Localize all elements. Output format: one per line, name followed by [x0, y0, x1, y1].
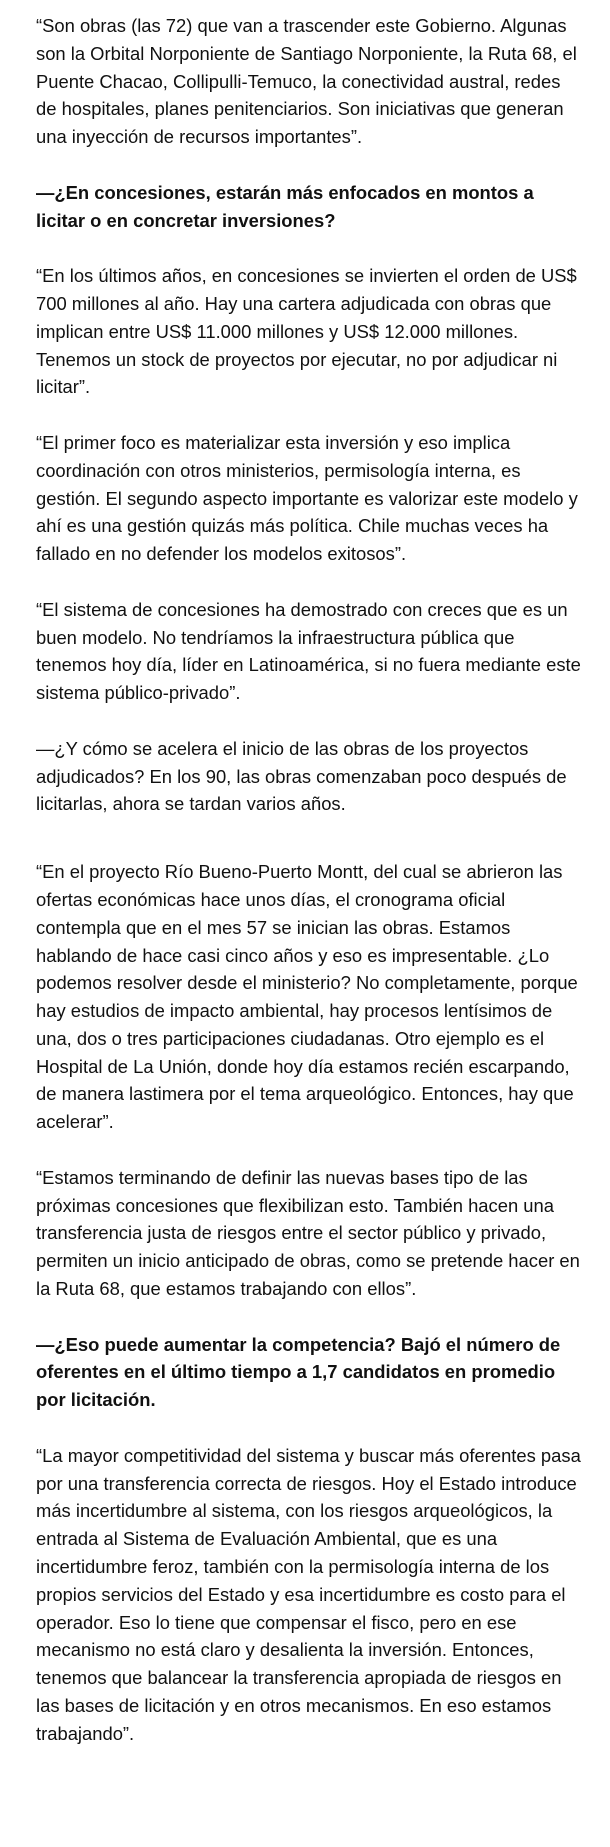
answer-paragraph: “En los últimos años, en concesiones se invierten el orden de US$ 700 millones al año. Hay una cartera adjudicada con obras que implican entre US$ 11.000 millones y US$ 12.000 millones. Tenemos un stock de proyectos por ejecutar, no por adjudicar ni licitar”. [36, 265, 577, 398]
answer-paragraph: “La mayor competitividad del sistema y buscar más oferentes pasa por una transferencia correcta de riesgos. Hoy el Estado introduce más incertidumbre al sistema, con los riesgos arqueológicos, la entrada al Sistema de Evaluación Ambiental, que es una incertidumbre feroz, también con la permisología interna de los propios servicios del Estado y esa incertidumbre es costo para el operador. Eso lo tiene que compensar el fisco, pero en ese mecanismo no está claro y desalienta la inversión. Entonces, tenemos que balancear la transferencia apropiada de riesgos en las bases de licitación y en otros mecanismos. En eso estamos trabajando”. [36, 1444, 581, 1744]
answer-paragraph: “El sistema de concesiones ha demostrado con creces que es un buen modelo. No tendríamos la infraestructura pública que tenemos hoy día, líder en Latinoamérica, si no fuera mediante este sistema público-privado”. [36, 598, 581, 704]
interview-question: —¿Y cómo se acelera el inicio de las obras de los proyectos adjudicados? En los 90, las obras comenzaban poco después de licitarlas, ahora se tardan varios años. [36, 737, 567, 815]
interview-question: —¿En concesiones, estarán más enfocados en montos a licitar o en concretar inversiones? [36, 181, 534, 231]
answer-paragraph: “Son obras (las 72) que van a trascender este Gobierno. Algunas son la Orbital Norponiente de Santiago Norponiente, la Ruta 68, el Puente Chacao, Collipulli-Temuco, la conectividad austral, redes de hospitales, planes penitenciarios. Son iniciativas que generan una inyección de recursos importantes”. [36, 15, 577, 148]
interview-question: —¿Eso puede aumentar la competencia? Bajó el número de oferentes en el último tiempo a 1,7 candidatos en promedio por licitación. [36, 1333, 561, 1411]
answer-paragraph: “Estamos terminando de definir las nuevas bases tipo de las próximas concesiones que flexibilizan esto. También hacen una transferencia justa de riesgos entre el sector público y privado, permiten un inicio anticipado de obras, como se pretende hacer en la Ruta 68, que estamos trabajando con ellos”. [36, 1166, 580, 1300]
answer-paragraph: “El primer foco es materializar esta inversión y eso implica coordinación con otros ministerios, permisología interna, es gestión. El segundo aspecto importante es valorizar este modelo y ahí es una gestión quizás más política. Chile muchas veces ha fallado en no defender los modelos exitosos”. [36, 431, 578, 565]
answer-paragraph: “En el proyecto Río Bueno-Puerto Montt, del cual se abrieron las ofertas económicas hace unos días, el cronograma oficial contempla que en el mes 57 se inician las obras. Estamos hablando de hace casi cinco años y eso es impresentable. ¿Lo podemos resolver desde el ministerio? No completamente, porque hay estudios de impacto ambiental, hay procesos lentísimos de una, dos o tres participaciones ciudadanas. Otro ejemplo es el Hospital de La Unión, donde hoy día estamos recién escarpando, de manera lastimera por el tema arqueológico. Entonces, hay que acelerar”. [36, 861, 578, 1133]
